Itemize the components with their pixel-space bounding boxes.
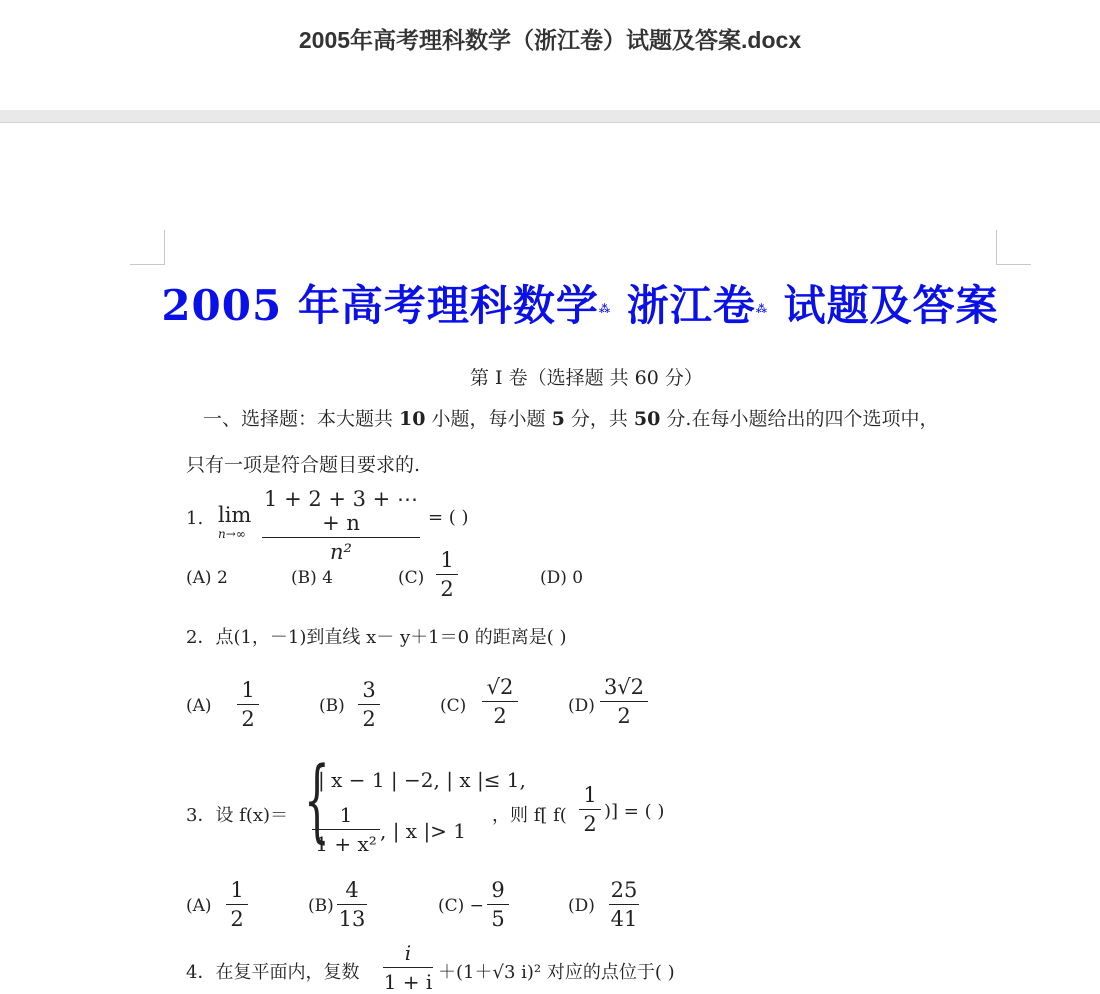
q3-c-den: 5 bbox=[491, 907, 505, 931]
fraction-bar bbox=[237, 704, 259, 705]
q1-number: 1. bbox=[186, 508, 204, 529]
q2-option-b-fraction bbox=[358, 678, 380, 731]
q3-a-num: 1 bbox=[230, 878, 244, 902]
q2-option-d-fraction bbox=[600, 675, 648, 728]
fraction-bar bbox=[579, 809, 601, 810]
q3-option-d: (D) bbox=[568, 896, 595, 916]
q2-option-b: (B) bbox=[319, 696, 345, 716]
q3-case-2-tail: , | x |> 1 bbox=[380, 819, 467, 843]
q2-d-num: 3√2 bbox=[603, 675, 645, 699]
document-page bbox=[0, 123, 1100, 994]
margin-corner-top-right bbox=[996, 230, 1031, 265]
q4-lead: 4．在复平面内，复数 bbox=[186, 962, 360, 983]
q1-c-num: 1 bbox=[440, 548, 454, 572]
q4-fraction bbox=[383, 941, 433, 994]
q3-case2-num: 1 bbox=[339, 803, 353, 827]
fraction-bar bbox=[337, 904, 367, 905]
fraction-bar bbox=[609, 904, 639, 905]
fraction-bar bbox=[436, 574, 458, 575]
q1-option-c-fraction bbox=[436, 548, 458, 601]
q2-option-c: (C) bbox=[440, 696, 467, 716]
instructions-line-1 bbox=[203, 404, 938, 431]
q3-lead: 3．设 f(x)＝ bbox=[186, 805, 289, 826]
q1-c-den: 2 bbox=[440, 577, 454, 601]
q2-a-den: 2 bbox=[241, 707, 255, 731]
q2-option-a: (A) bbox=[186, 696, 212, 716]
q3-option-a-fraction bbox=[226, 878, 248, 931]
q2-d-den: 2 bbox=[617, 704, 631, 728]
q3-half-num: 1 bbox=[583, 783, 597, 807]
q3-option-d-fraction bbox=[609, 878, 639, 931]
q1-fraction bbox=[262, 487, 420, 564]
q3-option-b-fraction bbox=[337, 878, 367, 931]
q1-option-d: (D) 0 bbox=[540, 568, 584, 588]
toolbar-divider bbox=[0, 110, 1100, 123]
q3-a-den: 2 bbox=[230, 907, 244, 931]
q4-den: 1 + i bbox=[383, 970, 433, 994]
q1-lim-sub: n→∞ bbox=[218, 527, 246, 541]
q1-lim: lim bbox=[218, 503, 252, 527]
instructions-line-2: 只有一项是符合题目要求的. bbox=[186, 454, 421, 476]
q3-option-a: (A) bbox=[186, 896, 212, 916]
fraction-bar bbox=[600, 701, 648, 702]
q2-c-num: √2 bbox=[486, 675, 514, 699]
q1-option-b: (B) 4 bbox=[291, 568, 333, 588]
q3-b-den: 13 bbox=[338, 907, 366, 931]
q3-b-num: 4 bbox=[345, 878, 359, 902]
q1-numerator: 1 + 2 + 3 + ⋯ + n bbox=[264, 487, 418, 535]
instr-count: 10 bbox=[399, 408, 426, 430]
fraction-bar bbox=[226, 904, 248, 905]
margin-corner-top-left bbox=[130, 230, 165, 265]
q3-option-c: (C) − bbox=[438, 896, 484, 916]
title-part-2: 浙江卷 bbox=[626, 281, 756, 330]
q3-brace: { bbox=[304, 748, 330, 853]
q3-d-num: 25 bbox=[610, 878, 638, 902]
q2-option-a-fraction bbox=[237, 678, 259, 731]
title-mark-icon: ⁂ bbox=[598, 302, 612, 316]
q4-num: i bbox=[404, 941, 412, 965]
q2-option-c-fraction bbox=[482, 675, 518, 728]
q1-option-a: (A) 2 bbox=[186, 568, 228, 588]
q3-then: ，则 f[ f( bbox=[492, 805, 567, 826]
fraction-bar bbox=[383, 967, 433, 968]
q2-text: 2．点(1，－1)到直线 x－ y＋1＝0 的距离是( ) bbox=[186, 627, 567, 648]
q2-b-den: 2 bbox=[362, 707, 376, 731]
q3-d-den: 41 bbox=[610, 907, 638, 931]
document-title bbox=[0, 273, 1100, 333]
title-mark-icon: ⁂ bbox=[755, 302, 769, 316]
document-filename: 2005年高考理科数学（浙江卷）试题及答案.docx bbox=[298, 27, 802, 53]
q2-c-den: 2 bbox=[493, 704, 507, 728]
instr-points: 5 bbox=[551, 408, 565, 430]
instr-text: 小题，每小题 bbox=[425, 408, 552, 430]
instr-text: 分.在每小题给出的四个选项中， bbox=[660, 408, 939, 430]
q3-option-c-fraction bbox=[487, 878, 509, 931]
q3-case-2-fraction bbox=[312, 803, 380, 856]
instr-total: 50 bbox=[633, 408, 661, 430]
fraction-bar bbox=[262, 537, 420, 538]
title-part-3: 试题及答案 bbox=[783, 281, 999, 330]
q1-denominator: n² bbox=[330, 540, 352, 564]
q3-half-fraction bbox=[579, 783, 601, 836]
q3-option-b: (B) bbox=[308, 896, 334, 916]
q4-tail: ＋(1＋√3 i)² 对应的点位于( ) bbox=[438, 962, 675, 983]
q3-close: )] = ( ) bbox=[604, 801, 665, 822]
q3-c-num: 9 bbox=[491, 878, 505, 902]
fraction-bar bbox=[312, 829, 380, 830]
q1-option-c: (C) bbox=[398, 568, 425, 588]
q1-tail: = ( ) bbox=[428, 507, 469, 528]
q3-case2-den: 1 + x² bbox=[315, 832, 377, 856]
instr-text: 分，共 bbox=[564, 408, 634, 430]
q3-case-1: | x − 1 | −2, | x |≤ 1, bbox=[318, 768, 526, 792]
title-bar bbox=[0, 0, 1100, 110]
section-heading: 第 I 卷（选择题 共 60 分） bbox=[470, 367, 703, 389]
q2-option-d: (D) bbox=[568, 696, 595, 716]
instr-text: 一、选择题：本大题共 bbox=[203, 408, 400, 430]
q2-a-num: 1 bbox=[241, 678, 255, 702]
title-part-1: 2005 年高考理科数学 bbox=[161, 281, 599, 330]
q2-b-num: 3 bbox=[362, 678, 376, 702]
fraction-bar bbox=[487, 904, 509, 905]
q3-half-den: 2 bbox=[583, 812, 597, 836]
fraction-bar bbox=[358, 704, 380, 705]
fraction-bar bbox=[482, 701, 518, 702]
